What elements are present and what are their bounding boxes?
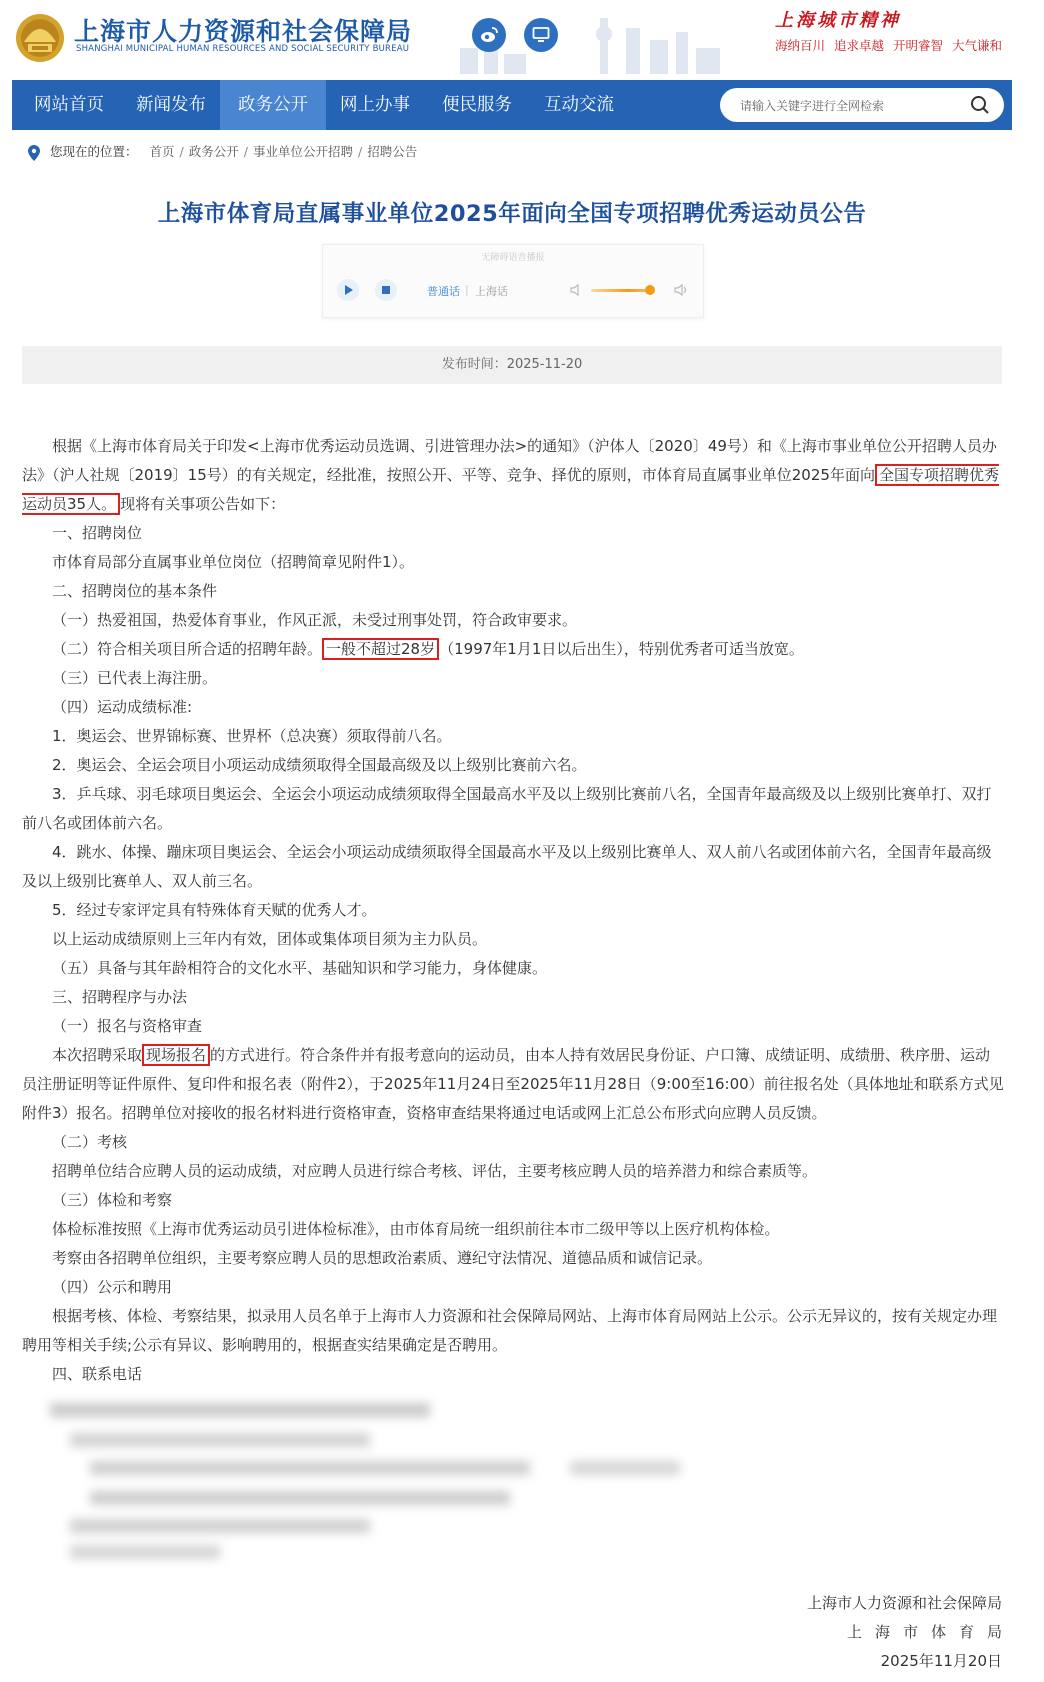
list-item: 5．经过专家评定具有特殊体育天赋的优秀人才。: [52, 901, 377, 919]
site-name-en: SHANGHAI MUNICIPAL HUMAN RESOURCES AND SOCIAL SECURITY BUREAU: [76, 44, 410, 54]
breadcrumb-recruitment[interactable]: 事业单位公开招聘: [252, 144, 353, 159]
breadcrumb-label: 您现在的位置：: [49, 144, 138, 159]
play-button[interactable]: [337, 279, 359, 301]
breadcrumb: 您现在的位置： 首页 / 政务公开 / 事业单位公开招聘 / 招聘公告: [28, 142, 417, 162]
volume-low-icon: [569, 283, 583, 297]
nav-online-service[interactable]: 网上办事: [340, 95, 410, 115]
breadcrumb-announcement[interactable]: 招聘公告: [367, 144, 418, 159]
lang-divider: |: [465, 283, 469, 296]
paragraph: 根据考核、体检、考察结果，拟录用人员名单于上海市人力资源和社会保障局网站、上海市体育局网站上公示。公示无异议的，按有关规定办理聘用等相关手续;公示有异议、影响聘用的，根据查实结果确定是否聘用。: [22, 1307, 998, 1354]
paragraph: 以上运动成绩原则上三年内有效，团体或集体项目须为主力队员。: [52, 930, 488, 948]
stop-icon: [375, 279, 397, 301]
spirit-word: 开明睿智: [893, 38, 944, 53]
paragraph: 招聘单位结合应聘人员的运动成绩，对应聘人员进行综合考核、评估，主要考核应聘人员的培养潜力和综合素质等。: [52, 1162, 818, 1180]
bureau-emblem-icon[interactable]: [12, 8, 68, 64]
spirit-word: 追求卓越: [834, 38, 885, 53]
signoff: [806, 1589, 1015, 1676]
sub-heading: （四）公示和聘用: [52, 1278, 173, 1296]
paragraph: 市体育局部分直属事业单位岗位（招聘简章见附件1）。: [52, 553, 415, 571]
nav-gov-affairs[interactable]: 政务公开: [220, 80, 326, 130]
paragraph: 体检标准按照《上海市优秀运动员引进体检标准》，由市体育局统一组织前往本市二级甲等以上医疗机构体检。: [52, 1220, 780, 1238]
play-icon: [337, 279, 359, 301]
page-title: 上海市体育局直属事业单位2025年面向全国专项招聘优秀运动员公告: [157, 201, 867, 227]
audio-player: [322, 244, 704, 318]
weibo-button[interactable]: [472, 18, 506, 52]
city-spirit-words: [775, 36, 1011, 54]
highlight-onsite-registration: 现场报名: [142, 1044, 210, 1066]
stop-button[interactable]: [375, 279, 397, 301]
paragraph: （一）热爱祖国，热爱体育事业，作风正派，未受过刑事处罚，符合政审要求。: [52, 611, 578, 629]
main-nav: [12, 80, 1012, 130]
article-body: [22, 432, 1004, 1565]
site-name-cn[interactable]: 上海市人力资源和社会保障局: [74, 17, 413, 46]
highlight-35-athletes: 全国专项招聘优秀运动员35人。: [22, 466, 999, 513]
breadcrumb-gov-affairs[interactable]: 政务公开: [188, 144, 239, 159]
location-pin-icon: [28, 145, 40, 161]
paragraph: （三）已代表上海注册。: [52, 669, 218, 687]
signoff-org-sports: 上海市体育局: [846, 1623, 1015, 1641]
list-item: 1．奥运会、世界锦标赛、世界杯（总决赛）须取得前八名。: [52, 727, 452, 745]
redacted-contact-block: [50, 1395, 770, 1565]
nav-home[interactable]: 网站首页: [34, 95, 104, 115]
lang-mandarin[interactable]: 普通话: [427, 285, 460, 298]
search-input[interactable]: [738, 95, 962, 117]
city-spirit-title: 上海城市精神: [775, 10, 901, 31]
age-requirement-paragraph: （二）符合相关项目所合适的招聘年龄。 一般不超过28岁 （1997年1月1日以后出生），特别优秀者可适当放宽。: [52, 640, 804, 658]
list-item: 4．跳水、体操、蹦床项目奥运会、全运会小项运动成绩须取得全国最高水平及以上级别比赛单人、双人前八名或团体前六名，全国青年最高级及以上级别比赛单人、双人前三名。: [22, 843, 992, 890]
nav-interaction[interactable]: 互动交流: [544, 95, 614, 115]
section-heading: 一、招聘岗位: [52, 524, 143, 542]
site-search: [720, 88, 1004, 122]
sub-heading: （二）考核: [52, 1133, 128, 1151]
paragraph: （五）具备与其年龄相符合的文化水平、基础知识和学习能力，身体健康。: [52, 959, 548, 977]
volume-high-icon: [673, 283, 689, 297]
sub-heading: （三）体检和考察: [52, 1191, 173, 1209]
section-heading: 三、招聘程序与办法: [52, 988, 188, 1006]
lang-shanghainese[interactable]: 上海话: [475, 285, 508, 298]
registration-paragraph: 本次招聘采取 现场报名 的方式进行。符合条件并有报考意向的运动员，由本人持有效居民身份证、户口簿、成绩证明、成绩册、秩序册、运动员注册证明等证件原件、复印件和报名表（附件2），于2025年11月24日至2025年11月28日（9:00至16:00）前往报名处（具体地址和联系方式见附件3）报名。招聘单位对接收的报名材料进行资格审查，资格审查结果将通过电话或网上汇总公布形式向应聘人员反馈。: [22, 1046, 1004, 1122]
section-heading: 四、联系电话: [52, 1365, 143, 1383]
volume-slider[interactable]: [591, 289, 653, 292]
signoff-org-hrss: 上海市人力资源和社会保障局: [806, 1594, 1002, 1612]
spirit-word: 大气谦和: [952, 38, 1003, 53]
publish-time: 发布时间：2025-11-20: [22, 346, 1002, 384]
highlight-age-limit: 一般不超过28岁: [322, 638, 439, 660]
section-heading: 二、招聘岗位的基本条件: [52, 582, 218, 600]
search-icon[interactable]: [970, 95, 990, 115]
list-item: 3．乒乓球、羽毛球项目奥运会、全运会小项运动成绩须取得全国最高水平及以上级别比赛前八名，全国青年最高级及以上级别比赛单打、双打前八名或团体前六名。: [22, 785, 992, 832]
volume-knob[interactable]: [645, 285, 655, 295]
paragraph: 考察由各招聘单位组织，主要考察应聘人员的思想政治素质、遵纪守法情况、道德品质和诚信记录。: [52, 1249, 713, 1267]
breadcrumb-home[interactable]: 首页: [149, 144, 175, 159]
screen-button[interactable]: [524, 18, 558, 52]
signoff-date: 2025年11月20日: [880, 1652, 1002, 1670]
player-hint: 无障碍语音播报: [481, 253, 545, 263]
weibo-icon: [479, 25, 499, 45]
site-header: [0, 0, 1044, 78]
sub-heading: （一）报名与资格审查: [52, 1017, 203, 1035]
paragraph: （四）运动成绩标准:: [52, 698, 193, 716]
intro-paragraph: 根据《上海市体育局关于印发<上海市优秀运动员选调、引进管理办法>的通知》（沪体人〔2020〕49号）和《上海市事业单位公开招聘人员办法》（沪人社规〔2019〕15号）的有关规定，经批准，按照公开、平等、竞争、择优的原则，市体育局直属事业单位2025年面向 全国专项招聘优秀运动员35人。 现将有关事项公告如下：: [22, 437, 999, 513]
nav-news[interactable]: 新闻发布: [136, 95, 206, 115]
nav-public-service[interactable]: 便民服务: [442, 95, 512, 115]
list-item: 2．奥运会、全运会项目小项运动成绩须取得全国最高级及以上级别比赛前六名。: [52, 756, 587, 774]
screen-icon: [531, 25, 551, 45]
spirit-word: 海纳百川: [775, 38, 826, 53]
